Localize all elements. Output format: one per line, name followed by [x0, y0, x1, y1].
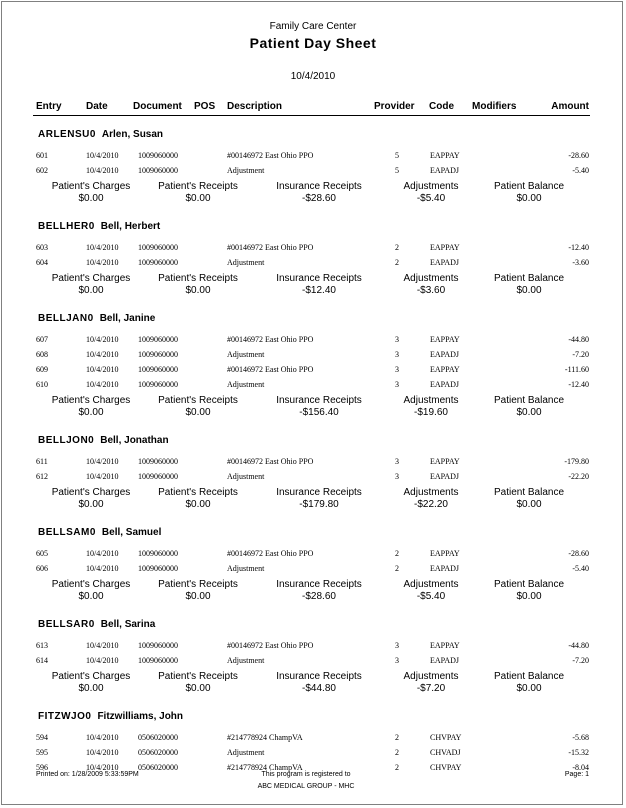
entry-code: CHVADJ [430, 748, 461, 757]
entry-document: 1009060000 [138, 335, 178, 344]
summary-value: -$7.20 [416, 683, 446, 694]
entry-code: EAPPAY [430, 457, 460, 466]
entry-provider: 3 [395, 656, 399, 665]
printed-on: Printed on: 1/28/2009 5:33:59PM [36, 771, 139, 778]
summary-label: Insurance Receipts [276, 579, 362, 590]
patient-header [38, 435, 169, 446]
patient-header [38, 711, 183, 722]
column-header-provider: Provider [374, 101, 415, 112]
entry-amount: -28.60 [568, 549, 589, 558]
entry-code: EAPADJ [430, 380, 460, 389]
summary-label: Adjustments [403, 273, 459, 284]
summary-value: -$156.40 [299, 407, 339, 418]
entry-amount: -7.20 [572, 656, 589, 665]
entry-date: 10/4/2010 [86, 733, 119, 742]
patient-name: Bell, Sarina [100, 619, 156, 630]
entry-document: 1009060000 [138, 564, 178, 573]
summary-value: $0.00 [78, 285, 104, 296]
entry-date: 10/4/2010 [86, 549, 119, 558]
entry-number: 602 [36, 166, 48, 175]
column-header-description: Description [227, 101, 283, 112]
entry-amount: -179.80 [564, 457, 589, 466]
column-header-date: Date [86, 101, 108, 112]
summary-value: $0.00 [78, 591, 104, 602]
entry-date: 10/4/2010 [86, 166, 119, 175]
entry-code: EAPADJ [430, 258, 460, 267]
summary-value: $0.00 [78, 683, 104, 694]
entry-provider: 3 [395, 350, 399, 359]
entry-code: EAPPAY [430, 641, 460, 650]
patient-name: Bell, Samuel [101, 527, 162, 538]
entry-description: #00146972 East Ohio PPO [227, 151, 314, 160]
summary-value: $0.00 [185, 683, 211, 694]
entry-description: Adjustment [227, 656, 265, 665]
entry-number: 606 [36, 564, 48, 573]
summary-value: $0.00 [516, 499, 542, 510]
summary-value: $0.00 [516, 683, 542, 694]
summary-label: Insurance Receipts [276, 181, 362, 192]
patient-code: BELLJON0 [38, 435, 95, 446]
patient-name: Fitzwilliams, John [97, 711, 184, 722]
entry-date: 10/4/2010 [86, 365, 119, 374]
entry-amount: -3.60 [572, 258, 589, 267]
summary-label: Patient's Charges [51, 487, 131, 498]
summary-value: -$28.60 [302, 591, 336, 602]
entry-code: EAPPAY [430, 549, 460, 558]
entry-amount: -44.80 [568, 641, 589, 650]
entry-date: 10/4/2010 [86, 350, 119, 359]
summary-label: Patient's Charges [51, 273, 131, 284]
report-title: Patient Day Sheet [249, 35, 377, 51]
entry-amount: -5.40 [572, 166, 589, 175]
patient-name: Bell, Janine [99, 313, 156, 324]
patient-code: FITZWJO0 [38, 711, 92, 722]
entry-date: 10/4/2010 [86, 335, 119, 344]
entry-code: EAPADJ [430, 564, 460, 573]
patient-header [38, 221, 160, 232]
patient-code: BELLSAM0 [38, 527, 96, 538]
entry-document: 0506020000 [138, 748, 178, 757]
summary-label: Adjustments [403, 487, 459, 498]
summary-label: Patient Balance [493, 487, 565, 498]
entry-number: 594 [36, 733, 48, 742]
patient-code: BELLHER0 [38, 221, 95, 232]
entry-date: 10/4/2010 [86, 243, 119, 252]
entry-amount: -111.60 [564, 365, 589, 374]
column-header-pos: POS [194, 101, 216, 112]
page-number: Page: 1 [564, 771, 589, 778]
entry-number: 604 [36, 258, 48, 267]
entry-code: EAPADJ [430, 656, 460, 665]
summary-value: $0.00 [185, 407, 211, 418]
summary-label: Patient Balance [493, 579, 565, 590]
entry-number: 610 [36, 380, 48, 389]
summary-label: Patient Balance [493, 395, 565, 406]
entry-date: 10/4/2010 [86, 763, 119, 772]
entry-document: 1009060000 [138, 243, 178, 252]
entry-provider: 2 [395, 733, 399, 742]
entry-amount: -12.40 [568, 243, 589, 252]
summary-value: $0.00 [78, 193, 104, 204]
entry-provider: 2 [395, 748, 399, 757]
entry-number: 613 [36, 641, 48, 650]
summary-label: Adjustments [403, 181, 459, 192]
summary-label: Patient's Receipts [158, 671, 238, 682]
entry-document: 1009060000 [138, 656, 178, 665]
entry-document: 1009060000 [138, 380, 178, 389]
entry-description: #214778924 ChampVA [227, 763, 303, 772]
entry-code: EAPADJ [430, 166, 460, 175]
summary-value: $0.00 [78, 499, 104, 510]
entry-amount: -5.68 [572, 733, 589, 742]
summary-value: $0.00 [516, 193, 542, 204]
entry-date: 10/4/2010 [86, 748, 119, 757]
entry-date: 10/4/2010 [86, 457, 119, 466]
entry-number: 614 [36, 656, 48, 665]
entry-description: #00146972 East Ohio PPO [227, 457, 314, 466]
summary-label: Patient's Receipts [158, 181, 238, 192]
entry-code: EAPADJ [430, 472, 460, 481]
entry-document: 0506020000 [138, 733, 178, 742]
summary-value: -$12.40 [302, 285, 336, 296]
summary-label: Adjustments [403, 671, 459, 682]
entry-description: Adjustment [227, 380, 265, 389]
entry-document: 1009060000 [138, 350, 178, 359]
patient-name: Bell, Jonathan [100, 435, 169, 446]
entry-amount: -12.40 [568, 380, 589, 389]
summary-value: -$19.60 [414, 407, 448, 418]
summary-label: Insurance Receipts [276, 395, 362, 406]
summary-value: $0.00 [185, 591, 211, 602]
entry-number: 605 [36, 549, 48, 558]
entry-amount: -8.04 [572, 763, 589, 772]
entry-date: 10/4/2010 [86, 564, 119, 573]
entry-date: 10/4/2010 [86, 472, 119, 481]
entry-number: 607 [36, 335, 48, 344]
summary-value: -$22.20 [414, 499, 448, 510]
patient-name: Bell, Herbert [100, 221, 161, 232]
summary-label: Insurance Receipts [276, 671, 362, 682]
summary-value: $0.00 [185, 499, 211, 510]
entry-number: 608 [36, 350, 48, 359]
entry-provider: 3 [395, 641, 399, 650]
entry-number: 609 [36, 365, 48, 374]
entry-date: 10/4/2010 [86, 258, 119, 267]
entry-description: #00146972 East Ohio PPO [227, 549, 314, 558]
summary-label: Patient Balance [493, 671, 565, 682]
entry-amount: -28.60 [568, 151, 589, 160]
entry-date: 10/4/2010 [86, 656, 119, 665]
entry-document: 1009060000 [138, 641, 178, 650]
entry-amount: -15.32 [568, 748, 589, 757]
summary-label: Patient Balance [493, 273, 565, 284]
summary-value: -$44.80 [302, 683, 336, 694]
patient-code: BELLJAN0 [38, 313, 94, 324]
entry-description: Adjustment [227, 472, 265, 481]
entry-amount: -5.40 [572, 564, 589, 573]
summary-label: Adjustments [403, 579, 459, 590]
entry-code: EAPADJ [430, 350, 460, 359]
patient-header [38, 313, 155, 324]
summary-value: -$5.40 [416, 193, 446, 204]
entry-number: 611 [36, 457, 48, 466]
summary-value: -$5.40 [416, 591, 446, 602]
entry-document: 1009060000 [138, 472, 178, 481]
entry-provider: 2 [395, 549, 399, 558]
entry-date: 10/4/2010 [86, 151, 119, 160]
summary-value: $0.00 [516, 407, 542, 418]
entry-provider: 5 [395, 166, 399, 175]
column-header-entry: Entry [36, 101, 62, 112]
summary-label: Patient's Charges [51, 395, 131, 406]
entry-provider: 2 [395, 564, 399, 573]
summary-value: $0.00 [516, 285, 542, 296]
header-divider [33, 115, 590, 116]
entry-code: EAPPAY [430, 335, 460, 344]
registration-line: This program is registered to [261, 771, 351, 778]
summary-value: $0.00 [516, 591, 542, 602]
entry-provider: 3 [395, 365, 399, 374]
entry-description: #00146972 East Ohio PPO [227, 641, 314, 650]
entry-document: 1009060000 [138, 151, 178, 160]
entry-provider: 3 [395, 472, 399, 481]
entry-number: 612 [36, 472, 48, 481]
entry-amount: -7.20 [572, 350, 589, 359]
entry-number: 603 [36, 243, 48, 252]
patient-header [38, 527, 161, 538]
patient-name: Arlen, Susan [101, 129, 164, 140]
entry-provider: 2 [395, 258, 399, 267]
entry-number: 595 [36, 748, 48, 757]
entry-date: 10/4/2010 [86, 641, 119, 650]
entry-description: #00146972 East Ohio PPO [227, 365, 314, 374]
entry-provider: 5 [395, 151, 399, 160]
summary-value: $0.00 [78, 407, 104, 418]
entry-code: EAPPAY [430, 243, 460, 252]
summary-label: Insurance Receipts [276, 487, 362, 498]
entry-amount: -22.20 [568, 472, 589, 481]
entry-number: 596 [36, 763, 48, 772]
report-date: 10/4/2010 [290, 71, 336, 82]
column-header-amount: Amount [551, 101, 589, 112]
entry-provider: 3 [395, 380, 399, 389]
entry-code: CHVPAY [430, 763, 462, 772]
summary-label: Patient's Charges [51, 181, 131, 192]
summary-value: -$179.80 [299, 499, 339, 510]
entry-code: CHVPAY [430, 733, 462, 742]
entry-description: Adjustment [227, 166, 265, 175]
summary-label: Patient's Charges [51, 579, 131, 590]
column-header-code: Code [429, 101, 454, 112]
entry-document: 1009060000 [138, 549, 178, 558]
patient-header [38, 619, 155, 630]
entry-date: 10/4/2010 [86, 380, 119, 389]
entry-description: Adjustment [227, 564, 265, 573]
entry-document: 1009060000 [138, 258, 178, 267]
summary-value: -$3.60 [416, 285, 446, 296]
summary-label: Patient Balance [493, 181, 565, 192]
summary-label: Patient's Receipts [158, 395, 238, 406]
registration-org: ABC MEDICAL GROUP - MHC [257, 783, 355, 790]
entry-number: 601 [36, 151, 48, 160]
patient-code: ARLENSU0 [38, 129, 96, 140]
summary-label: Patient's Receipts [158, 273, 238, 284]
summary-label: Patient's Receipts [158, 579, 238, 590]
summary-value: $0.00 [185, 193, 211, 204]
summary-value: -$28.60 [302, 193, 336, 204]
organization-name: Family Care Center [269, 21, 357, 32]
entry-description: Adjustment [227, 350, 265, 359]
summary-label: Adjustments [403, 395, 459, 406]
entry-description: Adjustment [227, 258, 265, 267]
entry-provider: 2 [395, 763, 399, 772]
summary-value: $0.00 [185, 285, 211, 296]
column-header-modifiers: Modifiers [472, 101, 517, 112]
entry-provider: 3 [395, 457, 399, 466]
entry-code: EAPPAY [430, 365, 460, 374]
patient-code: BELLSAR0 [38, 619, 95, 630]
entry-description: #00146972 East Ohio PPO [227, 243, 314, 252]
entry-document: 1009060000 [138, 365, 178, 374]
column-header-document: Document [133, 101, 182, 112]
summary-label: Patient's Receipts [158, 487, 238, 498]
entry-document: 0506020000 [138, 763, 178, 772]
entry-description: #214778924 ChampVA [227, 733, 303, 742]
summary-label: Patient's Charges [51, 671, 131, 682]
entry-code: EAPPAY [430, 151, 460, 160]
entry-description: #00146972 East Ohio PPO [227, 335, 314, 344]
entry-description: Adjustment [227, 748, 265, 757]
entry-document: 1009060000 [138, 166, 178, 175]
entry-document: 1009060000 [138, 457, 178, 466]
entry-provider: 3 [395, 335, 399, 344]
entry-amount: -44.80 [568, 335, 589, 344]
entry-provider: 2 [395, 243, 399, 252]
patient-header [38, 129, 163, 140]
summary-label: Insurance Receipts [276, 273, 362, 284]
